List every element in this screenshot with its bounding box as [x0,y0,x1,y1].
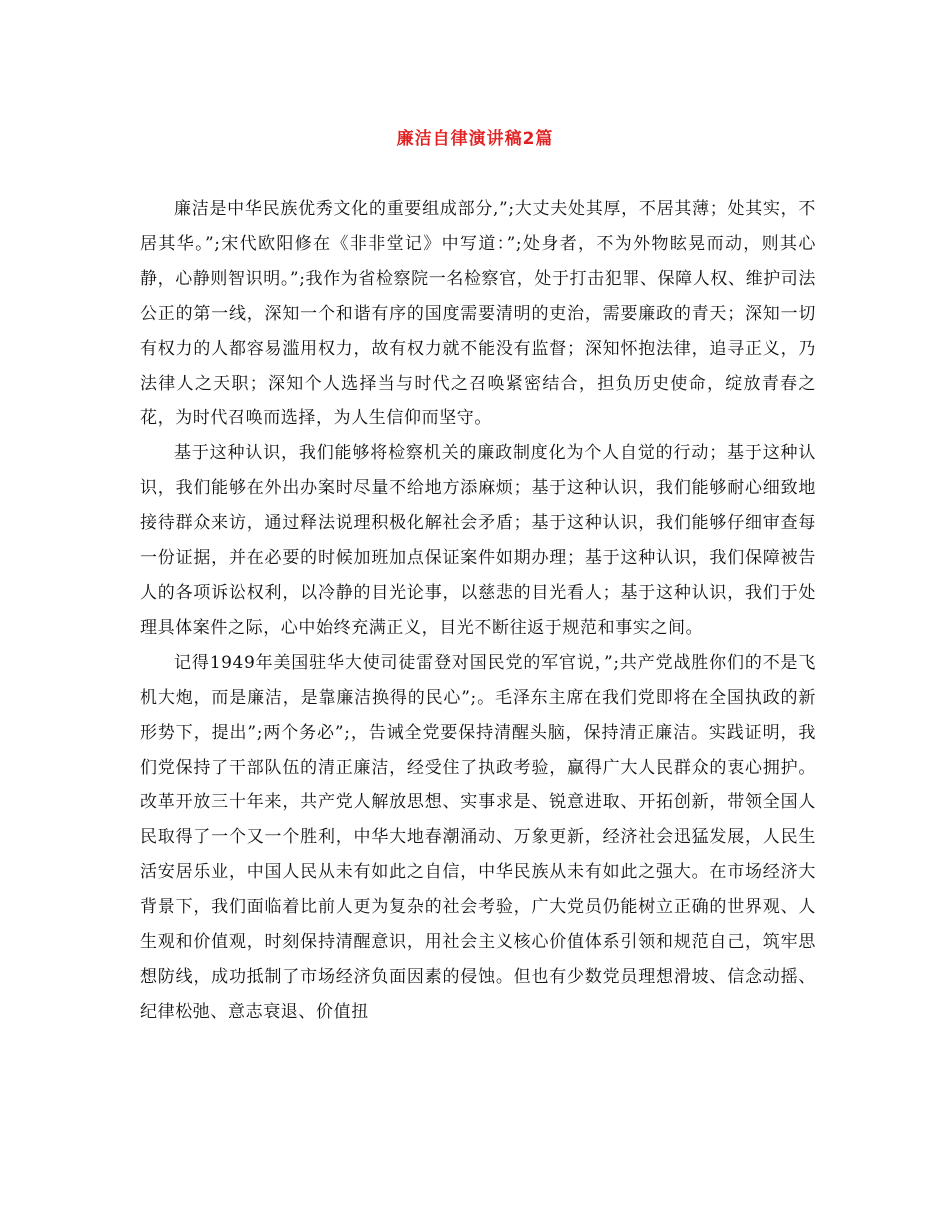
paragraph-3: 记得1949年美国驻华大使司徒雷登对国民党的军官说，”;共产党战胜你们的不是飞机大炮，而是廉洁，是靠廉洁换得的民心”;。毛泽东主席在我们党即将在全国执政的新形势下，提出”;两个务必”;，告诫全党要保持清醒头脑，保持清正廉洁。实践证明，我们党保持了干部队伍的清正廉洁，经受住了执政考验，赢得广大人民群众的衷心拥护。改革开放三十年来，共产党人解放思想、实事求是、锐意进取、开拓创新，带领全国人民取得了一个又一个胜利，中华大地春潮涌动、万象更新，经济社会迅猛发展，人民生活安居乐业，中国人民从未有如此之自信，中华民族从未有如此之强大。在市场经济大背景下，我们面临着比前人更为复杂的社会考验，广大党员仍能树立正确的世界观、人生观和价值观，时刻保持清醒意识，用社会主义核心价值体系引领和规范自己，筑牢思想防线，成功抵制了市场经济负面因素的侵蚀。但也有少数党员理想滑坡、信念动摇、纪律松弛、意志衰退、价值扭 [140,652,816,1022]
document-title: 廉洁自律演讲稿2篇 [396,129,554,149]
paragraph-1: 廉洁是中华民族优秀文化的重要组成部分,”;大丈夫处其厚，不居其薄；处其实，不居其华。”;宋代欧阳修在《非非堂记》中写道：”;处身者，不为外物眩晃而动，则其心静，心静则智识明。”;我作为省检察院一名检察官，处于打击犯罪、保障人权、维护司法公正的第一线，深知一个和谐有序的国度需要清明的吏治，需要廉政的青天；深知一切有权力的人都容易滥用权力，故有权力就不能没有监督；深知怀抱法律，追寻正义，乃法律人之天职；深知个人选择当与时代之召唤紧密结合，担负历史使命，绽放青春之花，为时代召唤而选择，为人生信仰而坚守。 [140,199,816,429]
paragraph-2: 基于这种认识，我们能够将检察机关的廉政制度化为个人自觉的行动；基于这种认识，我们能够在外出办案时尽量不给地方添麻烦；基于这种认识，我们能够耐心细致地接待群众来访，通过释法说理积极化解社会矛盾；基于这种认识，我们能够仔细审查每一份证据，并在必要的时候加班加点保证案件如期办理；基于这种认识，我们保障被告人的各项诉讼权利，以冷静的目光论事，以慈悲的目光看人；基于这种认识，我们于处理具体案件之际，心中始终充满正义，目光不断往返于规范和事实之间。 [140,443,816,638]
document-body [140,192,816,1030]
